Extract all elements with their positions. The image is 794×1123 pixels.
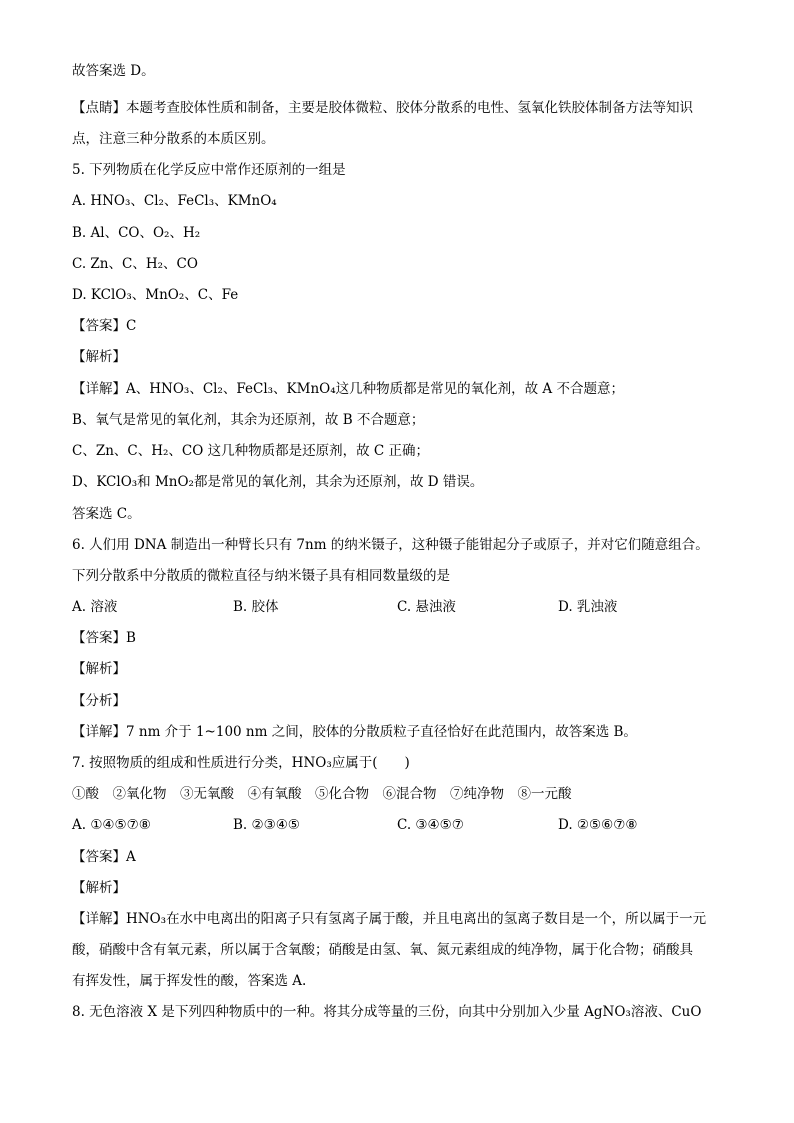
text-line: 【详解】A、HNO₃、Cl₂、FeCl₃、KMnO₄这几种物质都是常见的氧化剂，故 A 不合题意； [72,381,624,397]
text-line: 有挥发性，属于挥发性的酸，答案选 A. [72,973,307,989]
text-line: B、氧气是常见的氧化剂，其余为还原剂，故 B 不合题意； [72,412,425,428]
text-line: 点，注意三种分散系的本质区别。 [72,131,275,147]
question-7-option-b: B. ②③④⑤ [233,817,300,833]
question-5-option-d: D. KClO₃、MnO₂、C、Fe [72,287,239,303]
question-6-option-b: B. 胶体 [233,599,279,615]
text-line: 酸，硝酸中含有氧元素，所以属于含氧酸；硝酸是由氢、氧、氮元素组成的纯净物，属于化合物；硝酸具 [72,942,693,958]
answer-label: 【答案】A [72,849,136,865]
question-5-option-b: B. Al、CO、O₂、H₂ [72,225,201,241]
question-6-option-a: A. 溶液 [72,599,118,615]
question-5-option-c: C. Zn、C、H₂、CO [72,256,198,272]
analysis-label: 【解析】 [72,661,126,677]
text-line: 【详解】HNO₃在水中电离出的阳离子只有氢离子属于酸，并且电离出的氢离子数目是一个，所以属于一元 [72,911,707,927]
question-5-stem: 5. 下列物质在化学反应中常作还原剂的一组是 [72,162,346,178]
question-6-stem: 6. 人们用 DNA 制造出一种臂长只有 7nm 的纳米镊子，这种镊子能钳起分子或原子，并对它们随意组合。 [72,537,709,553]
answer-label: 【答案】B [72,630,136,646]
question-6-stem: 下列分散系中分散质的微粒直径与纳米镊子具有相同数量级的是 [72,568,450,584]
question-8-stem: 8. 无色溶液 X 是下列四种物质中的一种。将其分成等量的三份，向其中分别加入少量 AgNO₃溶液、CuO [72,1004,702,1020]
analysis-label: 【解析】 [72,349,126,365]
answer-label: 【答案】C [72,318,137,334]
analysis-label: 【分析】 [72,693,126,709]
question-7-option-a: A. ①④⑤⑦⑧ [72,817,151,833]
question-7-option-c: C. ③④⑤⑦ [397,817,464,833]
question-7-option-d: D. ②⑤⑥⑦⑧ [558,817,638,833]
text-line: 答案选 C。 [72,506,141,522]
text-line: C、Zn、C、H₂、CO 这几种物质都是还原剂，故 C 正确； [72,443,430,459]
question-5-option-a: A. HNO₃、Cl₂、FeCl₃、KMnO₄ [72,193,277,209]
analysis-label: 【解析】 [72,880,126,896]
text-line: 【详解】7 nm 介于 1~100 nm 之间，胶体的分散质粒子直径恰好在此范围内，故答案选 B。 [72,724,637,740]
question-7-choices: ①酸 ②氧化物 ③无氧酸 ④有氧酸 ⑤化合物 ⑥混合物 ⑦纯净物 ⑧一元酸 [72,786,572,802]
text-line: 【点睛】本题考查胶体性质和制备，主要是胶体微粒、胶体分散系的电性、氢氧化铁胶体制备方法等知识 [72,100,693,116]
question-7-stem: 7. 按照物质的组成和性质进行分类，HNO₃应属于( ) [72,755,410,771]
text-line: 故答案选 D。 [72,63,155,79]
question-6-option-c: C. 悬浊液 [397,599,456,615]
text-line: D、KClO₃和 MnO₂都是常见的氧化剂，其余为还原剂，故 D 错误。 [72,474,484,490]
question-6-option-d: D. 乳浊液 [558,599,618,615]
